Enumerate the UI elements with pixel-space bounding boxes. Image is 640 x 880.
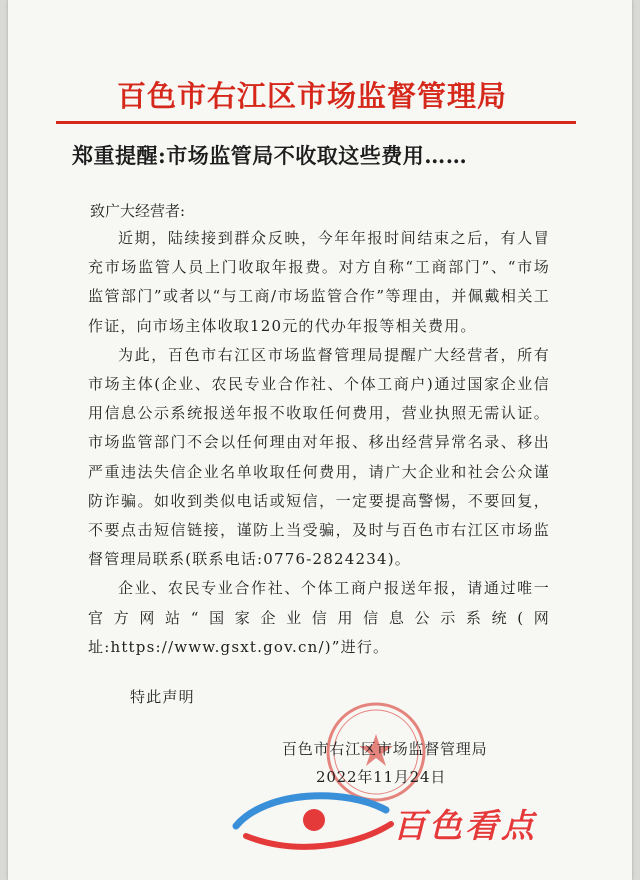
red-divider-line: [56, 121, 576, 124]
salutation: 致广大经营者:: [90, 202, 186, 220]
watermark-text: 百色看点: [393, 806, 537, 845]
issuer-signature: 百色市右江区市场监督管理局: [282, 740, 488, 758]
closing-statement: 特此声明: [130, 688, 195, 706]
document-title: 郑重提醒:市场监管局不收取这些费用……: [72, 143, 468, 168]
paragraph-2: 为此，百色市右江区市场监督管理局提醒广大经营者，所有市场主体(企业、农民专业合作社、个体工商户)通过国家企业信用信息公示系统报送年报不收取任何费用，营业执照无需认证。市场监管部门不会以任何理由对年报、移出经营异常名录、移出严重违法失信企业名单收取任何费用，请广大企业和社会公众谨防诈骗。如收到类似电话或短信，一定要提高警惕，不要回复，不要点击短信链接，谨防上当受骗，及时与百色市右江区市场监督管理局联系(联系电话:0776-2824234)。: [88, 345, 550, 569]
agency-header: 百色市右江区市场监督管理局: [116, 79, 507, 113]
paragraph-1: 近期，陆续接到群众反映，今年年报时间结束之后，有人冒充市场监管人员上门收取年报费。对方自称“工商部门”、“市场监管部门”或者以“与工商/市场监管合作”等理由，并佩戴相关工作证，向市场主体收取120元的代办年报等相关费用。: [88, 229, 550, 335]
body-text: [88, 224, 550, 662]
paragraph-3: 企业、农民专业合作社、个体工商户报送年报，请通过唯一官方网站“国家企业信用信息公示系统(网址:https://www.gsxt.gov.cn/)”进行。: [88, 579, 550, 656]
issue-date: 2022年11月24日: [316, 768, 447, 786]
